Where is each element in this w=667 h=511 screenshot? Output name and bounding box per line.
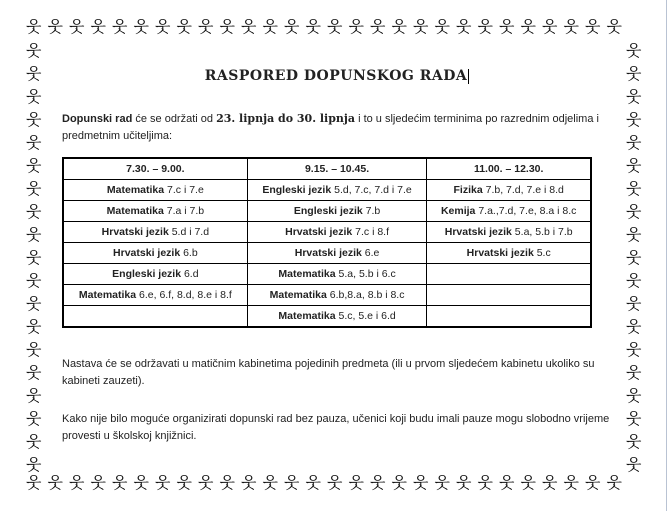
table-cell — [427, 180, 591, 201]
subject-name: Kemija — [440, 205, 476, 217]
table-cell — [427, 222, 591, 243]
border-figure-icon: 웃 — [284, 475, 301, 492]
border-figure-icon: 웃 — [499, 475, 516, 492]
class-list: 7.b — [362, 205, 381, 217]
subject-name: Hrvatski jezik — [466, 247, 534, 259]
border-figure-icon: 웃 — [348, 475, 365, 492]
border-figure-icon: 웃 — [198, 19, 215, 36]
border-figure-icon: 웃 — [155, 19, 172, 36]
border-figure-icon: 웃 — [542, 19, 559, 36]
table-row — [63, 201, 591, 222]
decorative-border-left — [26, 44, 44, 481]
intro-dates: 23. lipnja do 30. lipnja — [216, 112, 356, 125]
header-slot-1: 7.30. – 9.00. — [63, 158, 247, 180]
border-figure-icon: 웃 — [626, 227, 643, 244]
library-note: Kako nije bilo moguće organizirati dopunski rad bez pauza, učenici koji budu imali pauze mogu slobodno vrijeme provesti u školskoj knjižnici. — [62, 413, 610, 442]
table-row — [63, 306, 591, 328]
border-figure-icon: 웃 — [626, 112, 643, 129]
class-list: 7.a i 7.b — [163, 205, 205, 217]
border-figure-icon: 웃 — [198, 475, 215, 492]
table-cell — [427, 306, 591, 328]
table-cell — [247, 243, 427, 264]
border-figure-icon: 웃 — [563, 19, 580, 36]
border-figure-icon: 웃 — [262, 475, 279, 492]
table-row — [63, 285, 591, 306]
border-figure-icon: 웃 — [626, 135, 643, 152]
border-figure-icon: 웃 — [456, 19, 473, 36]
class-list: 7.c i 8.f — [352, 226, 389, 238]
border-figure-icon: 웃 — [26, 158, 43, 175]
border-figure-icon: 웃 — [626, 89, 643, 106]
border-figure-icon: 웃 — [585, 19, 602, 36]
border-figure-icon: 웃 — [112, 475, 129, 492]
subject-name: Hrvatski jezik — [285, 226, 353, 238]
subject-name: Matematika — [278, 310, 336, 322]
table-cell — [63, 243, 247, 264]
border-figure-icon: 웃 — [626, 365, 643, 382]
table-cell — [63, 306, 247, 328]
border-figure-icon: 웃 — [626, 296, 643, 313]
table-cell — [427, 243, 591, 264]
subject-name: Engleski jezik — [112, 268, 182, 280]
table-cell — [247, 264, 427, 285]
border-figure-icon: 웃 — [413, 19, 430, 36]
border-figure-icon: 웃 — [26, 319, 43, 336]
border-figure-icon: 웃 — [26, 457, 43, 474]
border-figure-icon: 웃 — [284, 19, 301, 36]
table-cell — [247, 222, 427, 243]
border-figure-icon: 웃 — [26, 434, 43, 451]
class-list: 6.d — [181, 268, 199, 280]
border-figure-icon: 웃 — [112, 19, 129, 36]
title-text: RASPORED DOPUNSKOG RADA — [204, 68, 468, 84]
decorative-border-right — [626, 44, 644, 481]
border-figure-icon: 웃 — [499, 19, 516, 36]
class-list: 6.b,8.a, 8.b i 8.c — [326, 289, 405, 301]
border-figure-icon: 웃 — [477, 19, 494, 36]
class-list: 6.b — [180, 247, 198, 259]
border-figure-icon: 웃 — [606, 19, 623, 36]
border-figure-icon: 웃 — [626, 158, 643, 175]
border-figure-icon: 웃 — [391, 475, 408, 492]
border-figure-icon: 웃 — [26, 181, 43, 198]
class-list: 7.c i 7.e — [164, 184, 204, 196]
border-figure-icon: 웃 — [626, 43, 643, 60]
border-figure-icon: 웃 — [626, 204, 643, 221]
border-figure-icon: 웃 — [26, 227, 43, 244]
border-figure-icon: 웃 — [413, 475, 430, 492]
border-figure-icon: 웃 — [26, 250, 43, 267]
table-cell — [427, 264, 591, 285]
table-cell — [247, 285, 427, 306]
intro-text-2: i to u sljedećim terminima po razrednim odjelima i predmetnim učiteljima: — [62, 113, 599, 142]
border-figure-icon: 웃 — [391, 19, 408, 36]
class-list: 5.d, 7.c, 7.d i 7.e — [331, 184, 412, 196]
border-figure-icon: 웃 — [26, 89, 43, 106]
border-figure-icon: 웃 — [585, 475, 602, 492]
border-figure-icon: 웃 — [520, 475, 537, 492]
subject-name: Fizika — [453, 184, 483, 196]
border-figure-icon: 웃 — [69, 475, 86, 492]
border-figure-icon: 웃 — [241, 475, 258, 492]
subject-name: Hrvatski jezik — [101, 226, 169, 238]
border-figure-icon: 웃 — [626, 273, 643, 290]
table-cell — [63, 180, 247, 201]
text-cursor — [468, 69, 469, 84]
border-figure-icon: 웃 — [26, 66, 43, 83]
border-figure-icon: 웃 — [262, 19, 279, 36]
table-cell — [427, 201, 591, 222]
table-cell — [63, 264, 247, 285]
subject-name: Engleski jezik — [293, 205, 363, 217]
intro-paragraph — [62, 110, 612, 145]
class-list: 7.a.,7.d, 7.e, 8.a i 8.c — [475, 205, 577, 217]
table-cell — [247, 306, 427, 328]
border-figure-icon: 웃 — [626, 342, 643, 359]
border-figure-icon: 웃 — [370, 475, 387, 492]
border-figure-icon: 웃 — [305, 19, 322, 36]
border-figure-icon: 웃 — [626, 181, 643, 198]
class-list: 5.c, 5.e i 6.d — [335, 310, 396, 322]
border-figure-icon: 웃 — [219, 475, 236, 492]
document-body[interactable] — [62, 58, 612, 445]
subject-name: Matematika — [78, 289, 137, 301]
decorative-border-bottom — [26, 476, 628, 492]
border-figure-icon: 웃 — [133, 19, 150, 36]
subject-name: Hrvatski jezik — [444, 226, 512, 238]
table-cell — [63, 201, 247, 222]
class-list: 7.b, 7.d, 7.e i 8.d — [482, 184, 564, 196]
subject-name: Engleski jezik — [262, 184, 332, 196]
intro-text-1: će se održati od — [132, 113, 217, 125]
class-list: 6.e — [361, 247, 380, 259]
border-figure-icon: 웃 — [626, 457, 643, 474]
decorative-border-top — [26, 20, 628, 36]
border-figure-icon: 웃 — [327, 19, 344, 36]
border-figure-icon: 웃 — [626, 66, 643, 83]
border-figure-icon: 웃 — [133, 475, 150, 492]
border-figure-icon: 웃 — [370, 19, 387, 36]
border-figure-icon: 웃 — [26, 365, 43, 382]
table-cell — [427, 285, 591, 306]
table-cell — [247, 201, 427, 222]
subject-name: Hrvatski jezik — [294, 247, 362, 259]
border-figure-icon: 웃 — [434, 19, 451, 36]
border-figure-icon: 웃 — [456, 475, 473, 492]
border-figure-icon: 웃 — [26, 475, 43, 492]
table-row — [63, 222, 591, 243]
border-figure-icon: 웃 — [606, 475, 623, 492]
border-figure-icon: 웃 — [26, 273, 43, 290]
header-slot-3: 11.00. – 12.30. — [427, 158, 591, 180]
border-figure-icon: 웃 — [520, 19, 537, 36]
table-row — [63, 180, 591, 201]
subject-name: Hrvatski jezik — [113, 247, 181, 259]
border-figure-icon: 웃 — [26, 19, 43, 36]
border-figure-icon: 웃 — [176, 19, 193, 36]
table-cell — [247, 180, 427, 201]
table-cell — [63, 222, 247, 243]
header-slot-2: 9.15. – 10.45. — [247, 158, 427, 180]
border-figure-icon: 웃 — [26, 112, 43, 129]
border-figure-icon: 웃 — [155, 475, 172, 492]
class-list: 5.a, 5.b i 6.c — [335, 268, 396, 280]
border-figure-icon: 웃 — [69, 19, 86, 36]
border-figure-icon: 웃 — [26, 135, 43, 152]
border-figure-icon: 웃 — [434, 475, 451, 492]
border-figure-icon: 웃 — [327, 475, 344, 492]
border-figure-icon: 웃 — [26, 43, 43, 60]
border-figure-icon: 웃 — [626, 434, 643, 451]
border-figure-icon: 웃 — [26, 296, 43, 313]
border-figure-icon: 웃 — [477, 475, 494, 492]
subject-name: Matematika — [106, 184, 165, 196]
border-figure-icon: 웃 — [626, 411, 643, 428]
border-figure-icon: 웃 — [90, 475, 107, 492]
class-list: 5.a, 5.b i 7.b — [511, 226, 573, 238]
border-figure-icon: 웃 — [241, 19, 258, 36]
border-figure-icon: 웃 — [47, 19, 64, 36]
border-figure-icon: 웃 — [626, 319, 643, 336]
border-figure-icon: 웃 — [563, 475, 580, 492]
border-figure-icon: 웃 — [305, 475, 322, 492]
border-figure-icon: 웃 — [626, 250, 643, 267]
class-list: 5.d i 7.d — [168, 226, 210, 238]
class-list: 6.e, 6.f, 8.d, 8.e i 8.f — [136, 289, 232, 301]
schedule-table — [62, 157, 592, 328]
border-figure-icon: 웃 — [219, 19, 236, 36]
border-figure-icon: 웃 — [348, 19, 365, 36]
classroom-note: Nastava će se održavati u matičnim kabinetima pojedinih predmeta (ili u prvom sljedećem kabinetu ukoliko su kabineti zauzeti). — [62, 358, 595, 387]
subject-name: Matematika — [106, 205, 164, 217]
subject-name: Matematika — [278, 268, 336, 280]
table-header-row — [63, 158, 591, 180]
border-figure-icon: 웃 — [26, 388, 43, 405]
subject-name: Matematika — [269, 289, 327, 301]
class-list: 5.c — [533, 247, 551, 259]
border-figure-icon: 웃 — [90, 19, 107, 36]
border-figure-icon: 웃 — [26, 411, 43, 428]
document-title — [62, 64, 612, 88]
table-row — [63, 243, 591, 264]
border-figure-icon: 웃 — [626, 388, 643, 405]
table-row — [63, 264, 591, 285]
table-cell — [63, 285, 247, 306]
border-figure-icon: 웃 — [176, 475, 193, 492]
intro-label: Dopunski rad — [62, 113, 133, 125]
border-figure-icon: 웃 — [542, 475, 559, 492]
border-figure-icon: 웃 — [47, 475, 64, 492]
border-figure-icon: 웃 — [26, 204, 43, 221]
border-figure-icon: 웃 — [26, 342, 43, 359]
